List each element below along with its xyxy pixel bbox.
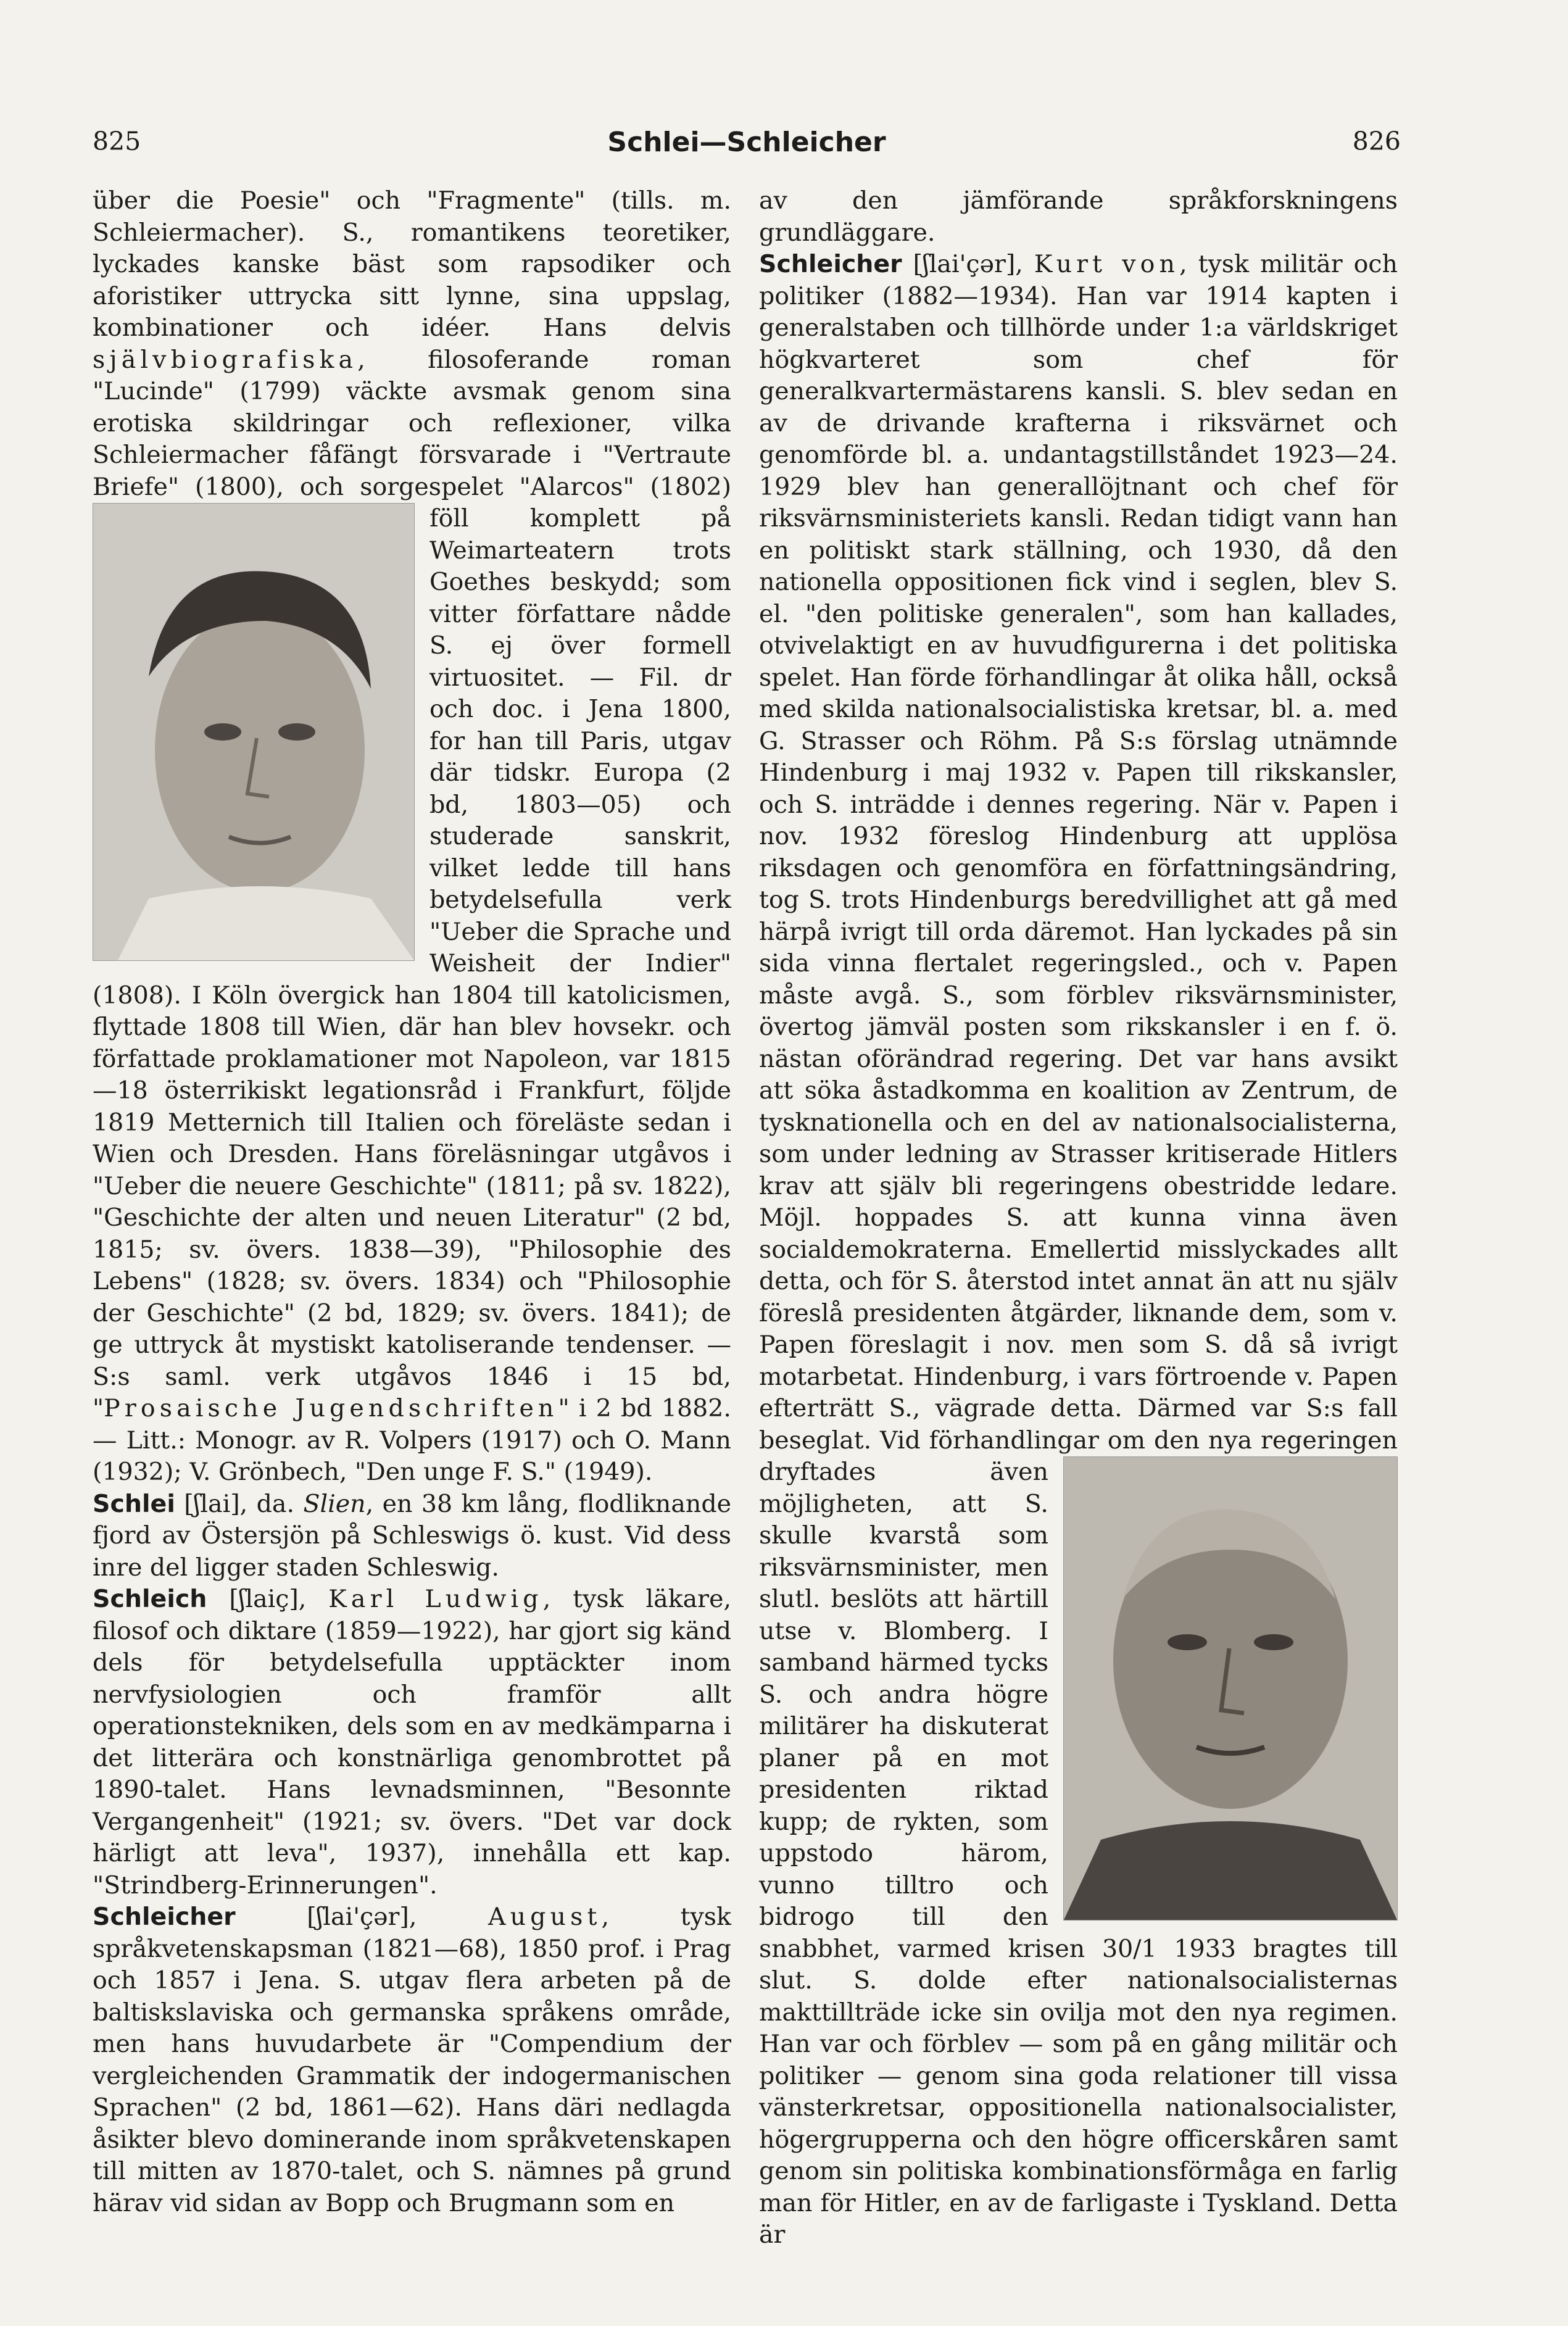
p1-rest-a: , filosoferande roman "Lucinde" (1799) väckte avsmak genom sina erotiska skildringar och reflexioner, vilka Schleiermacher fåfängt försvarade i "Vertraute Briefe" (1800), och sorgespelet "Alarcos"	[93, 345, 731, 501]
page-number-left: 825	[93, 127, 141, 156]
portrait-schlegel	[93, 503, 415, 961]
headword-schleich: Schleich	[93, 1585, 207, 1613]
entry-schleich: Schleich [ʃlaiç], Karl Ludwig, tysk läkare, filosof och diktare (1859—1922), har gjort sig känd dels för betydelsefulla upptäckter inom nervfysiologien och framför allt operationstekniken, dels som en av medkämparna i det litterära och konstnärliga genombrottet på 1890-talet. Hans levnadsminnen, "Besonnte Vergangenheit" (1921; sv. övers. "Det var dock härligt att leva", 1937), innehålla ett kap. "Strindberg-Erinnerungen".	[93, 1585, 731, 1900]
entry-schleicher-august: Schleicher [ʃlai'çər], August, tysk språkvetenskapsman (1821—68), 1850 prof. i Prag och 1857 i Jena. S. utgav flera arbeten på de baltiskslaviska och germanska språkens område, men hans huvudarbete är "Compendium der vergleichenden Grammatik der indogermanischen Sprachen" (2 bd, 1861—62). Hans däri nedlagda åsikter blevo dominerande inom språkvetenskapen till mitten av 1870-talet, och S. nämnes på grund härav vid sidan av Bopp och Brugmann som en	[93, 1903, 731, 2217]
entry-schleicher-kurt: Schleicher [ʃlai'çər], Kurt von, tysk militär och politiker (1882—1934). Han var 1914 kapten i generalstaben och tillhörde under 1:a världskriget högkvarteret som chef för generalkvartermästarens kansli. S. blev sedan en av de drivande krafterna i riksvärnet och genomförde bl. a. undantagstillståndet 1923—24. 1929 blev han generallöjtnant och chef för riksvärnsministeriets kansli. Redan tidigt vann han en politiskt stark ställning, och 1930, då den nationella oppositionen fick vind i seglen, blev S. el. "den politiske generalen", som han kallades, otvivelaktigt en av huvudfigurerna i det politiska spelet. Han förde förhandlingar åt olika håll, också med skilda nationalsocialistiska kretsar, bl. a. med G. Strasser och Röhm. På S:s förslag utnämnde Hindenburg i maj 1932 v. Papen till rikskansler, och S. inträdde i dennes regering. När v. Papen i nov. 1932 föreslog Hindenburg att upplösa riksdagen och genomföra en författningsändring, tog S. trots Hindenburgs beredvillighet att gå med härpå ivrigt till orda däremot. Han lyckades på sin sida vinna flertalet regeringsled., och v. Papen måste avgå. S., som förblev riksvärnsminister, övertog jämväl posten som rikskansler i en f. ö. nästan oförändrad regering. Det var hans avsikt att söka åstadkomma en koalition av Zentrum, de tysknationella och en del av nationalsocialisterna, som under ledning av Strasser kritiserade Hitlers krav att själv bli regeringens obestridde ledare. Möjl. hoppades S. att kunna vinna även socialdemokraterna. Emellertid misslyckades allt detta, och för S. återstod intet annat än att nu själv föreslå presidenten åtgärder, liknande dem, som v. Papen föreslagit i nov. men som S. då så ivrigt motarbetat. Hindenburg, i vars förtroende v. Papen efterträtt S., vägrade detta. Därmed var S:s fall beseglat. Vid förhandlingar om den nya regeringen dryftades även möjligheten, att S. skulle kvarstå som riksvärnsminister, men slutl. beslöts att härtill utse v. Blomberg. I samband härmed tycks S. och andra högre militärer ha diskuterat planer på en mot presidenten riktad kupp; de rykten, som uppstodo härom, vunno tilltro och bidrogo till den snabbhet, varmed krisen 30/1 1933 bragtes till slut. S. dolde efter nationalsocialisternas makttillträde icke sin ovilja mot den nya regimen. Han var och förblev — som på en gång militär och politiker — genom sina goda relationer till vissa vänsterkretsar, oppositionella nationalsocialister, högergrupperna och den högre officerskåren samt genom sin politiska kombinationsförmåga en farlig man för Hitler, en av de farligaste i Tyskland. Detta är	[759, 250, 1398, 2249]
kurt-text-a: , tysk militär och politiker (1882—1934). Han var 1914 kapten i generalstaben och tillhörde under 1:a världskriget högkvarteret som chef för generalkvartermästarens kansli. S. blev sedan en av de drivande krafterna i riksvärnet och genomförde bl. a. undantagstillståndet 1923—24. 1929 blev han generallöjtnant och chef för riksvärnsministeriets kansli. Redan tidigt vann han en politiskt stark ställning, och 1930, då den nationella oppositionen fick vind i seglen, blev S. el. "den politiske generalen", som han kallades, otvivelaktigt en av huvudfigurerna i det politiska spelet. Han förde förhandlingar åt olika håll, också med skilda nationalsocialistiska kretsar, bl. a. med G. Strasser och Röhm. På S:s förslag utnämnde Hindenburg i maj 1932 v. Papen till rikskansler, och S. inträdde i dennes regering. När v. Papen i nov. 1932 föreslog Hindenburg att upplösa riksdagen och genomföra en författningsändring, tog S. trots Hindenburgs beredvillighet att gå med härpå ivrigt till orda däremot. Han lyckades på sin sida vinna flertalet regeringsled., och v. Papen måste avgå. S., som förblev riksvärnsminister, övertog jämväl posten som rikskansler i en f. ö. nästan oförändrad regering. Det var hans avsikt att söka åstadkomma en koalition av Zentrum, de tysknationella och en del av nationalsocialisterna, som under ledning av Strasser kritiserade Hitlers krav att själv bli regeringens obestridde ledare. Möjl. hoppades S. att kunna vinna även socialdemokraterna. Emellertid misslyckades allt detta, och för S. återstod intet annat än att nu själv föreslå presidenten åtgärder, liknande dem, som v. Papen föreslagit i nov. men som S. då så ivrigt motarbetat. Hindenburg, i vars förtroende v. Papen efterträtt S., vägrade detta. Därmed var S:s fall beseglat. Vid förhandlingar	[759, 250, 1398, 1455]
page-header	[93, 127, 1401, 170]
schlegel-entry-continued: über die Poesie" och "Fragmente" (tills. m. Schleiermacher). S., romantikens teoretiker, lyckades kanske bäst som rapsodiker och aforistiker uttrycka sitt lynne, sina uppslag, kombinationer och idéer. Hans delvis självbiografiska, filosoferande roman "Lucinde" (1799) väckte avsmak genom sina erotiska skildringar och reflexioner, vilka Schleiermacher fåfängt försvarade i "Vertraute Briefe" (1800), och sorgespelet "Alarcos" (1802) föll komplett på Weimarteatern trots Goethes beskydd; som vitter författare nådde S. ej över formell virtuositet. — Fil. dr och doc. i Jena 1800, for han till Paris, utgav där tidskr. Europa (2 bd, 1803—05) och studerade sanskrit, vilket ledde till hans betydelsefulla verk "Ueber die Sprache und Weisheit der Indier" (1808). I Köln övergick han 1804 till katolicismen, flyttade 1808 till Wien, där han blev hovsekr. och författade proklamationer mot Napoleon, var 1815—18 österrikiskt legationsråd i Frankfurt, följde 1819 Metternich till Italien och föreläste sedan i Wien och Dresden. Hans föreläsningar utgåvos i "Ueber die neuere Geschichte" (1811; på sv. 1822), "Geschichte der alten und neuen Literatur" (2 bd, 1815; sv. övers. 1838—39), "Philosophie des Lebens" (1828; sv. övers. 1834) och "Philosophie der Geschichte" (2 bd, 1829; sv. övers. 1841); de ge uttryck åt mystiskt katoliserande tendenser. — S:s saml. verk utgåvos 1846 i 15 bd, "Prosaische Jugendschriften" i 2 bd 1882. — Litt.: Monogr. av R. Volpers (1917) och O. Mann (1932); V. Grönbech, "Den unge F. S." (1949).	[93, 186, 731, 1486]
p1-rest-b: (1802) föll komplett på Weimarteatern trots Goethes beskydd; som vitter författare nådde S. ej över formell virtuositet. — Fil. dr och doc. i Jena 1800, for han till Paris, utgav där tidskr. Europa (2 bd, 1803—05) och studerade sanskrit, vilket ledde till hans betydelsefulla verk "Ueber die Sprache und Weisheit der Indier" (1808). I Köln övergick han 1804 till katolicismen, flyttade 1808 till Wien, där han blev hovsekr. och författade proklamationer mot Napoleon, var 1815—18 österrikiskt legationsråd i Frankfurt, följde 1819 Metternich till Italien och föreläste sedan i Wien och Dresden. Hans föreläsningar utgåvos i "Ueber die neuere Geschichte" (1811; på sv. 1822), "Geschichte der alten und neuen Literatur" (2 bd, 1815; sv. övers. 1838—39), "Philosophie des Lebens" (1828; sv. övers. 1834) och "Philosophie der Geschichte" (2 bd, 1829; sv. övers. 1841); de ge uttryck åt mystiskt katoliserande tendenser. — S:s saml. verk utgåvos 1846 i 15 bd, "	[93, 472, 731, 1423]
page-title: Schlei—Schleicher	[607, 127, 886, 158]
portrait-schleicher	[1063, 1456, 1398, 1921]
page-number-right: 826	[1352, 127, 1401, 156]
entry-schlei: Schlei [ʃlai], da. Slien, en 38 km lång, flodliknande fjord av Östersjön på Schleswigs ö. kust. Vid dess inre del ligger staden Schleswig.	[93, 1489, 731, 1582]
headword-schleicher-august: Schleicher	[93, 1903, 236, 1931]
left-column	[93, 185, 731, 2219]
headword-schlei: Schlei	[93, 1489, 175, 1518]
headword-schleicher-kurt: Schleicher	[759, 250, 902, 278]
schleicher-august-continued: av den jämförande språkforskningens grundläggare.	[759, 186, 1398, 247]
kurt-text-b: om den nya regeringen dryftades även möjligheten, att S. skulle kvarstå som riksvärnsminister, men slutl. beslöts att härtill utse v. Blomberg. I samband härmed tycks S. och andra högre militärer ha diskuterat planer på en mot presidenten riktad kupp; de rykten, som uppstodo härom, vunno tilltro och bidrogo till den snabbhet, varmed krisen 30/1 1933 bragtes till slut. S. dolde efter nationalsocialisternas makttillträde icke sin ovilja mot den nya regimen. Han var och förblev — som på en gång militär och politiker — genom sina goda relationer till vissa vänsterkretsar, oppositionella nationalsocialister, högergrupperna och den högre officerskåren samt genom sin politiska kombinationsförmåga en farlig man för Hitler, en av de farligaste i Tyskland. Detta är	[759, 1426, 1398, 2249]
right-column	[759, 185, 1398, 2251]
